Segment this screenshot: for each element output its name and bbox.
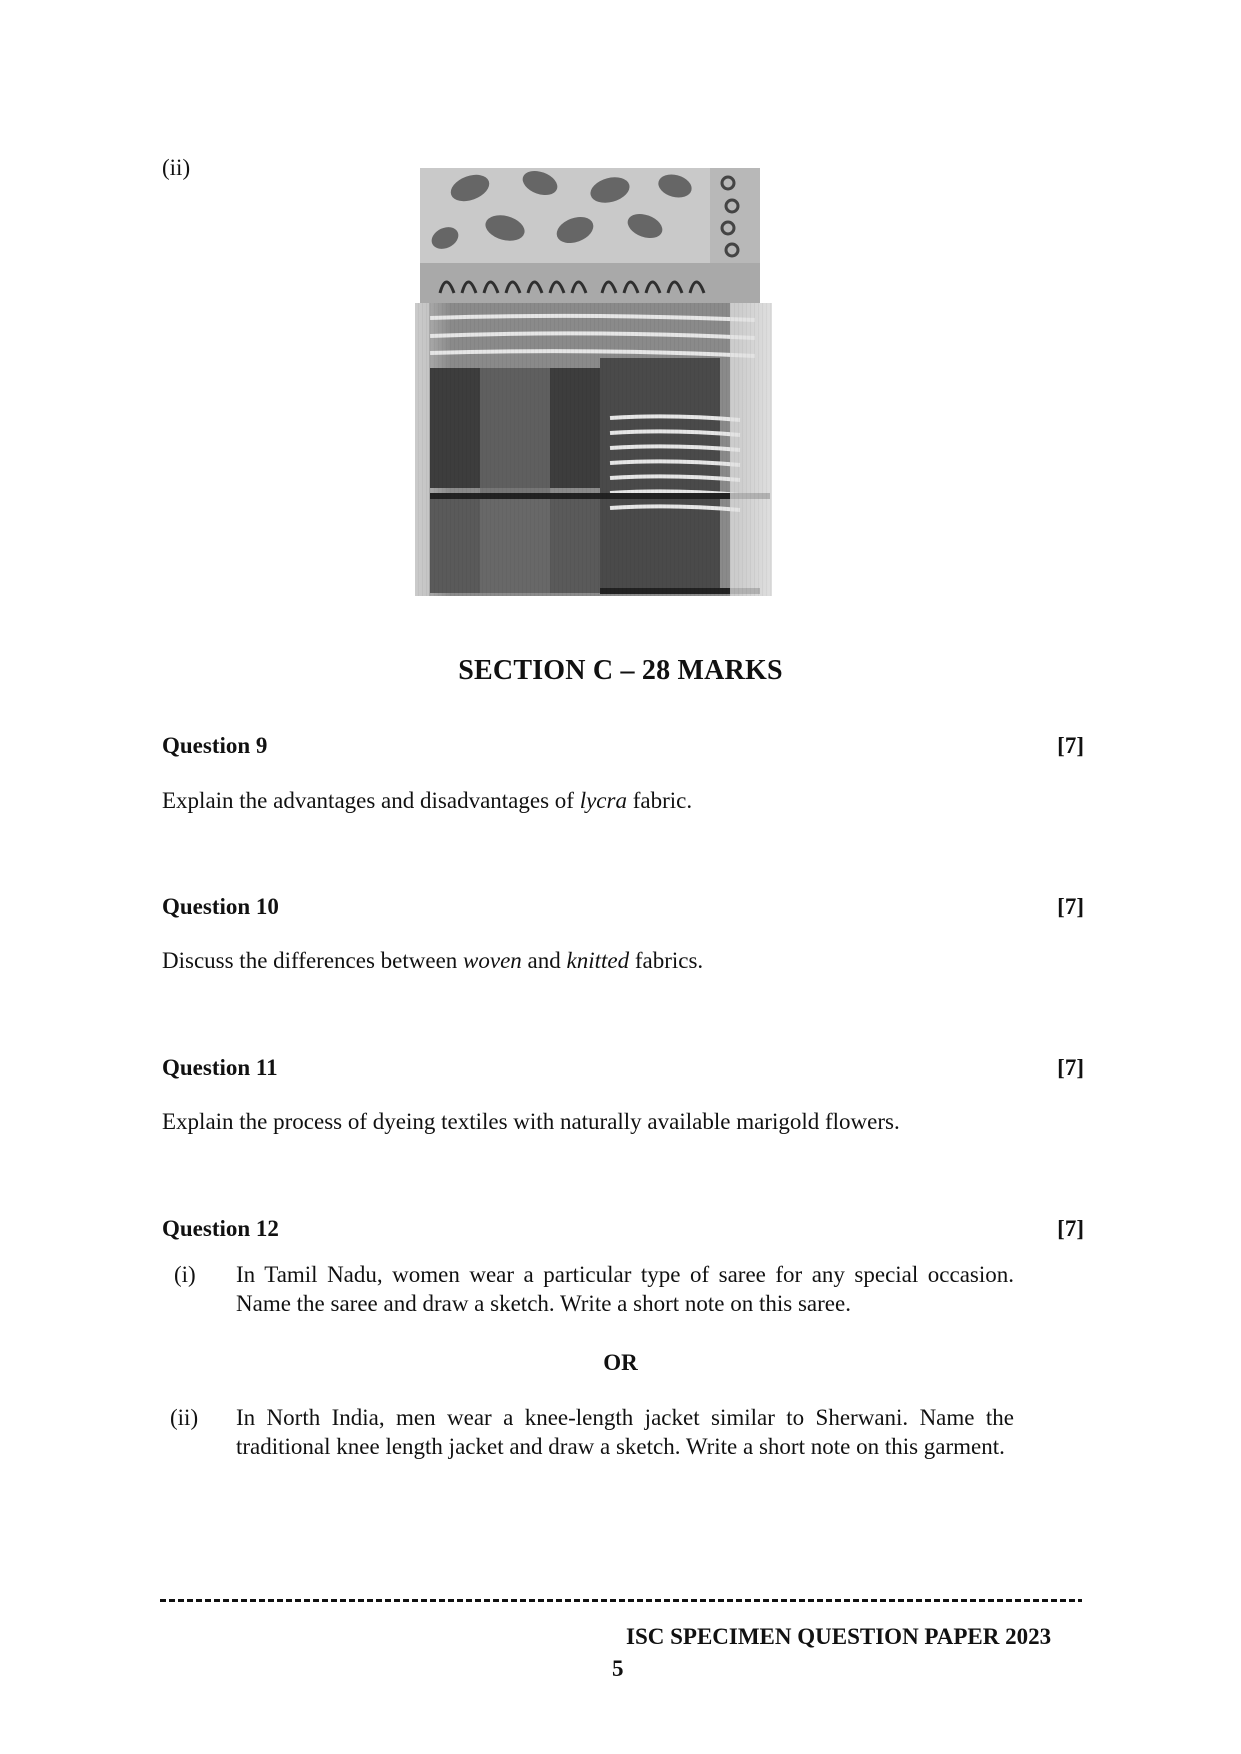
saree-fabric-image [410,168,777,596]
question-header [162,894,1084,920]
printed-motif-area [420,168,760,268]
question-text [162,786,1084,815]
question-marks: [7] [1057,1055,1084,1080]
question-text-part: fabrics. [629,948,704,973]
option-text: In North India, men wear a knee-length jacket similar to Sherwani. Name the traditional knee length jacket and draw a sketch. Write a short note on this garment. [236,1405,1014,1459]
question-title: Question 12 [162,1216,279,1241]
question-marks: [7] [1057,894,1084,919]
emphasis-term: woven [463,948,522,973]
question-header [162,1216,1084,1242]
question-header [162,1055,1084,1081]
paisley-border-band [420,263,760,303]
option-number: (i) [174,1262,196,1287]
question-text-part: Discuss the differences between [162,948,464,973]
figure-sub-label: (ii) [162,155,191,180]
question-title: Question 10 [162,894,279,919]
question-header [162,733,1084,759]
question-title: Question 11 [162,1055,278,1080]
or-separator: OR [603,1350,638,1375]
emphasis-term: lycra [579,788,627,813]
option-text: In Tamil Nadu, women wear a particular type of saree for any special occasion. Name the saree and draw a sketch. Write a short note on this saree. [236,1262,1014,1316]
question-text-part: fabric. [626,788,693,813]
question-title: Question 9 [162,733,268,758]
striped-pallu [415,303,772,596]
footer-dashed-rule [160,1599,1082,1602]
question-text-part: and [521,948,567,973]
emphasis-term: knitted [566,948,630,973]
question-text-part: Explain the advantages and disadvantages of [162,788,580,813]
footer-paper-title: ISC SPECIMEN QUESTION PAPER 2023 [626,1624,1052,1649]
question-text [162,946,1084,975]
question-marks: [7] [1057,1216,1084,1241]
question-marks: [7] [1057,733,1084,758]
page-number: 5 [612,1656,624,1681]
question-text: Explain the process of dyeing textiles with naturally available marigold flowers. [162,1109,900,1134]
section-title: SECTION C – 28 MARKS [458,655,783,686]
option-number: (ii) [170,1405,199,1430]
